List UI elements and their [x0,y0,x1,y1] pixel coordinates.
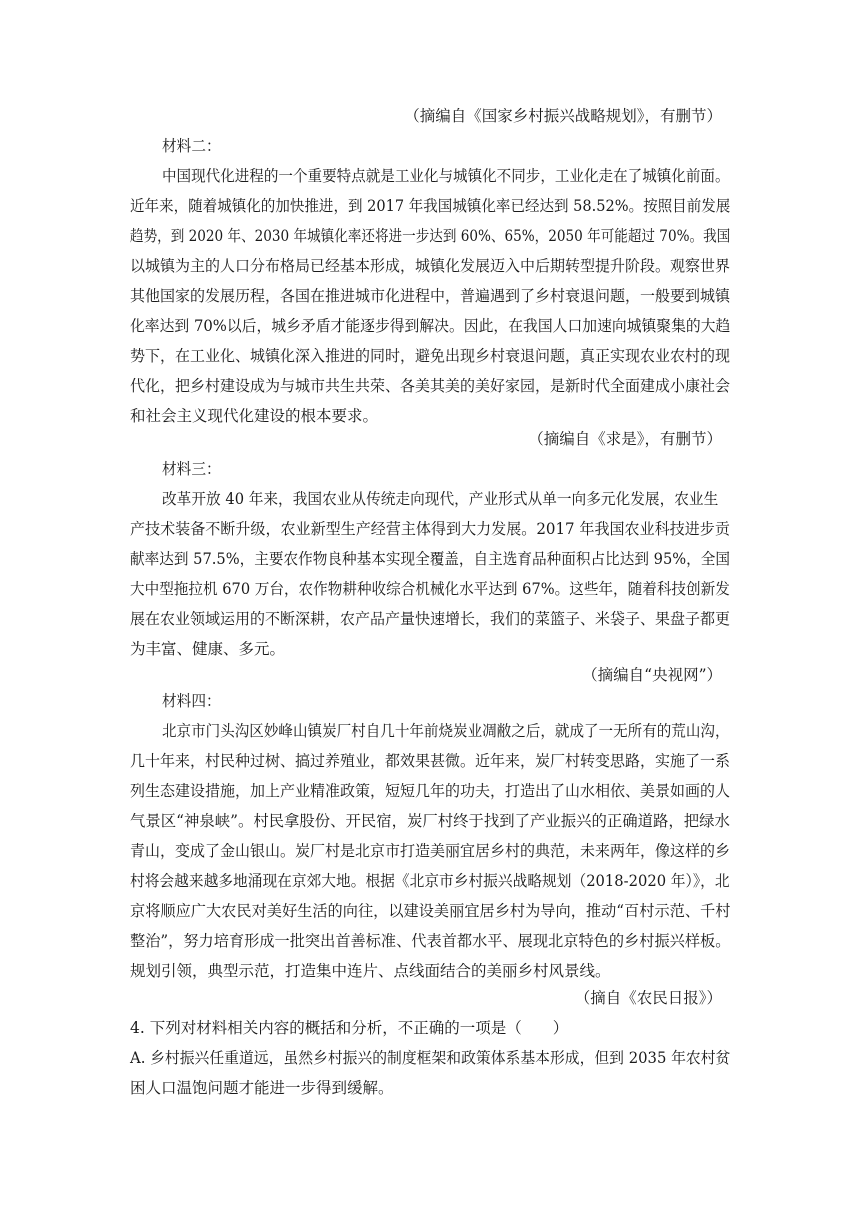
material4-heading: 材料四： [162,692,221,710]
paragraph-line: 几十年来，村民种过树、搞过养殖业，都效果甚微。近年来，炭厂村转变思路，实施了一系 [130,752,730,770]
paragraph-line: 改革开放 40 年来，我国农业从传统走向现代，产业形式从单一向多元化发展，农业生 [162,490,719,508]
paragraph-line: 大中型拖拉机 670 万台，农作物耕种收综合机械化水平达到 67%。这些年，随着科技创新发 [130,580,730,598]
material1-source: （摘编自《国家乡村振兴战略规划》，有删节） [404,107,722,125]
paragraph-line: 列生态建设措施，加上产业精准政策，短短几年的功夫，打造出了山水相依、美景如画的人 [130,782,730,800]
paragraph-line: 其他国家的发展历程，各国在推进城市化进程中，普遍遇到了乡村衰退问题，一般要到城镇 [130,287,730,305]
paragraph-line: 北京市门头沟区妙峰山镇炭厂村自几十年前烧炭业凋敝之后，就成了一无所有的荒山沟， [162,722,730,740]
material3-source: （摘编自“央视网”） [582,666,722,684]
material4-source: （摘自《农民日报》） [574,989,722,1007]
option-a-line: 困人口温饱问题才能进一步得到缓解。 [130,1079,394,1097]
paragraph-line: 趋势，到 2020 年、2030 年城镇化率还将进一步达到 60%、65%，2050 年可能超过 70%。我国 [130,227,731,245]
paragraph-line: 中国现代化进程的一个重要特点就是工业化与城镇化不同步，工业化走在了城镇化前面。 [162,167,730,185]
paragraph-line: 气景区“神泉峡”。村民拿股份、开民宿，炭厂村终于找到了产业振兴的正确道路，把绿水 [130,812,730,830]
paragraph-line: 为丰富、健康、多元。 [130,640,286,658]
question-stem: 4. 下列对材料相关内容的概括和分析，不正确的一项是（ ） [130,1019,569,1037]
material2-heading: 材料二： [162,137,221,155]
paragraph-line: 规划引领，典型示范，打造集中连片、点线面结合的美丽乡村风景线。 [130,962,611,980]
material2-source: （摘编自《求是》，有删节） [528,430,722,448]
paragraph-line: 以城镇为主的人口分布格局已经基本形成，城镇化发展迈入中后期转型提升阶段。观察世界 [130,257,730,275]
paragraph-line: 青山，变成了金山银山。炭厂村是北京市打造美丽宜居乡村的典范，未来两年，像这样的乡 [130,842,730,860]
paragraph-line: 京将顺应广大农民对美好生活的向往，以建设美丽宜居乡村为导向，推动“百村示范、千村 [130,902,731,920]
paragraph-line: 展在农业领域运用的不断深耕，农产品产量快速增长，我们的菜篮子、米袋子、果盘子都更 [130,610,730,628]
paragraph-line: 产技术装备不断升级，农业新型生产经营主体得到大力发展。2017 年我国农业科技进步贡 [130,520,730,538]
paragraph-line: 献率达到 57.5%，主要农作物良种基本实现全覆盖，自主选育品种面积占比达到 95%，全国 [130,550,731,568]
material3-heading: 材料三： [162,460,221,478]
paragraph-line: 近年来，随着城镇化的加快推进，到 2017 年我国城镇化率已经达到 58.52%。按照目前发展 [130,197,731,215]
paragraph-line: 化率达到 70%以后，城乡矛盾才能逐步得到解决。因此，在我国人口加速向城镇聚集的大趋 [130,317,731,335]
paragraph-line: 势下，在工业化、城镇化深入推进的同时，避免出现乡村衰退问题，真正实现农业农村的现 [130,347,730,365]
paragraph-line: 和社会主义现代化建设的根本要求。 [130,407,379,425]
option-a-line: A. 乡村振兴任重道远，虽然乡村振兴的制度框架和政策体系基本形成，但到 2035 年农村贫 [130,1049,731,1067]
paragraph-line: 代化，把乡村建设成为与城市共生共荣、各美其美的美好家园，是新时代全面建成小康社会 [130,377,730,395]
paragraph-line: 村将会越来越多地涌现在京郊大地。根据《北京市乡村振兴战略规划（2018-2020 年）》，北 [130,872,730,890]
paragraph-line: 整治”，努力培育形成一批突出首善标准、代表首都水平、展现北京特色的乡村振兴样板。 [130,932,731,950]
